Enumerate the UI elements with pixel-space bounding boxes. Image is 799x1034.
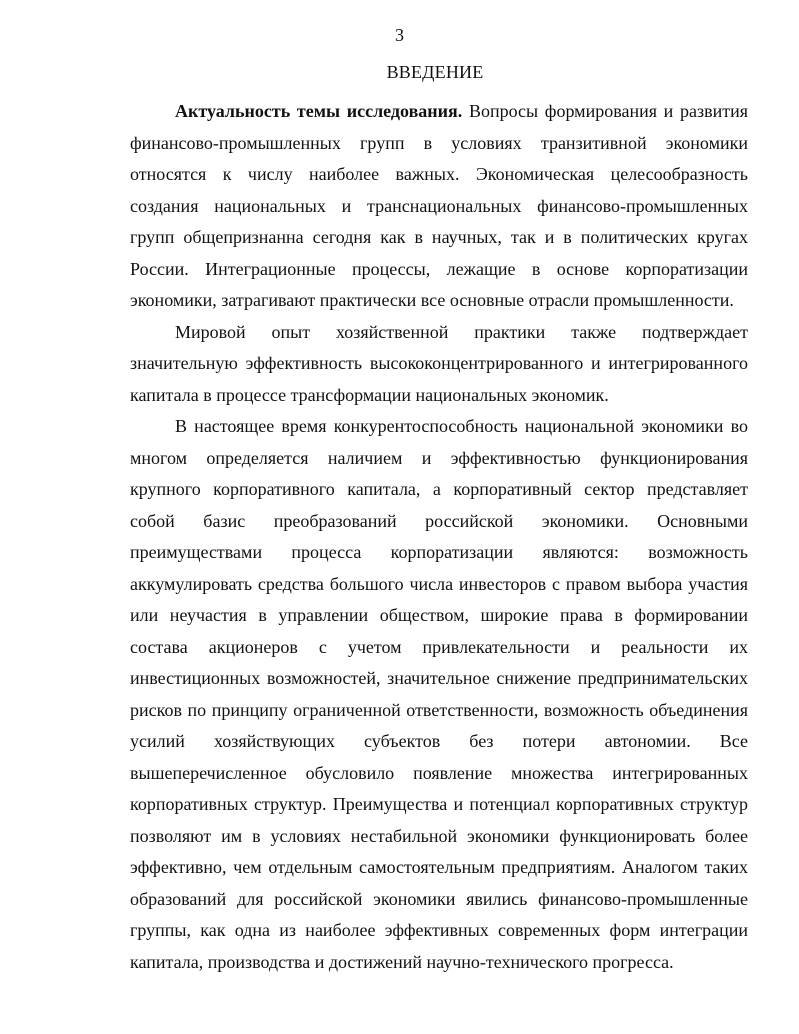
text-line: [130, 537, 748, 569]
text-line: [130, 96, 748, 128]
line-text: Вопросы формирования и развития: [462, 101, 748, 121]
text-line: [130, 600, 748, 632]
line-text: инвестиционных возможностей, значительное снижение предпринимательских: [130, 668, 748, 688]
line-text: состава акционеров с учетом привлекательности и реальности их: [130, 636, 748, 657]
text-line: [130, 915, 748, 947]
section-title: ВВЕДЕНИЕ: [386, 62, 484, 82]
line-text: значительную эффективность высококонцентрированного и интегрированного: [130, 353, 748, 373]
line-text: корпоративных структур. Преимущества и потенциал корпоративных структур: [130, 794, 748, 814]
line-text: собой базис преобразований российской экономики. Основными: [130, 510, 748, 531]
line-text: капитала в процессе трансформации национальных экономик.: [130, 384, 609, 405]
document-body: [130, 96, 748, 978]
line-text: России. Интеграционные процессы, лежащие в основе корпоратизации: [130, 258, 748, 279]
paragraph: [130, 96, 748, 317]
line-text: многом определяется наличием и эффективностью функционирования: [130, 447, 748, 468]
page-number: 3: [395, 25, 404, 45]
text-line: [130, 128, 748, 160]
text-line: [130, 852, 748, 884]
text-line: [130, 726, 748, 758]
line-text: групп общепризнанна сегодня как в научных, так и в политических кругах: [130, 227, 748, 247]
line-text: экономики, затрагивают практически все основные отрасли промышленности.: [130, 290, 734, 310]
line-text: группы, как одна из наиболее эффективных современных форм интеграции: [130, 920, 748, 940]
paragraph-lead: Актуальность темы исследования.: [175, 101, 463, 121]
line-text: позволяют им в условиях нестабильной экономики функционировать более: [130, 825, 748, 846]
text-line: [130, 285, 748, 317]
text-line: [130, 348, 748, 380]
text-line: [130, 947, 748, 979]
line-text: крупного корпоративного капитала, а корпоративный сектор представляет: [130, 479, 748, 499]
line-text: относятся к числу наиболее важных. Экономическая целесообразность: [130, 164, 748, 184]
line-text: финансово-промышленных групп в условиях транзитивной экономики: [130, 132, 748, 153]
line-text: эффективно, чем отдельным самостоятельным предприятиям. Аналогом таких: [130, 857, 748, 877]
text-line: [130, 506, 748, 538]
text-line: [130, 884, 748, 916]
paragraph: [130, 411, 748, 978]
line-text: рисков по принципу ограниченной ответственности, возможность объединения: [130, 699, 748, 720]
line-text: создания национальных и транснациональных финансово-промышленных: [130, 195, 748, 216]
text-line: [130, 443, 748, 475]
paragraph: [130, 317, 748, 412]
line-text: аккумулировать средства большого числа инвесторов с правом выбора участия: [130, 573, 748, 594]
text-line: [130, 380, 748, 412]
text-line: [130, 411, 748, 443]
line-text: вышеперечисленное обусловило появление множества интегрированных: [130, 762, 748, 783]
line-text: В настоящее время конкурентоспособность национальной экономики во: [175, 416, 748, 436]
line-text: или неучастия в управлении обществом, широкие права в формировании: [130, 605, 748, 625]
text-line: [130, 789, 748, 821]
text-line: [130, 191, 748, 223]
text-line: [130, 821, 748, 853]
text-line: [130, 254, 748, 286]
text-line: [130, 695, 748, 727]
line-text: усилий хозяйствующих субъектов без потери автономии. Все: [130, 731, 748, 751]
text-line: [130, 569, 748, 601]
text-line: [130, 159, 748, 191]
text-line: [130, 758, 748, 790]
line-text: образований для российской экономики явились финансово-промышленные: [130, 888, 748, 909]
text-line: [130, 222, 748, 254]
line-text: капитала, производства и достижений научно-технического прогресса.: [130, 951, 674, 972]
text-line: [130, 663, 748, 695]
text-line: [130, 474, 748, 506]
line-text: Мировой опыт хозяйственной практики также подтверждает: [175, 321, 748, 342]
text-line: [130, 317, 748, 349]
line-text: преимуществами процесса корпоратизации являются: возможность: [130, 542, 748, 562]
text-line: [130, 632, 748, 664]
